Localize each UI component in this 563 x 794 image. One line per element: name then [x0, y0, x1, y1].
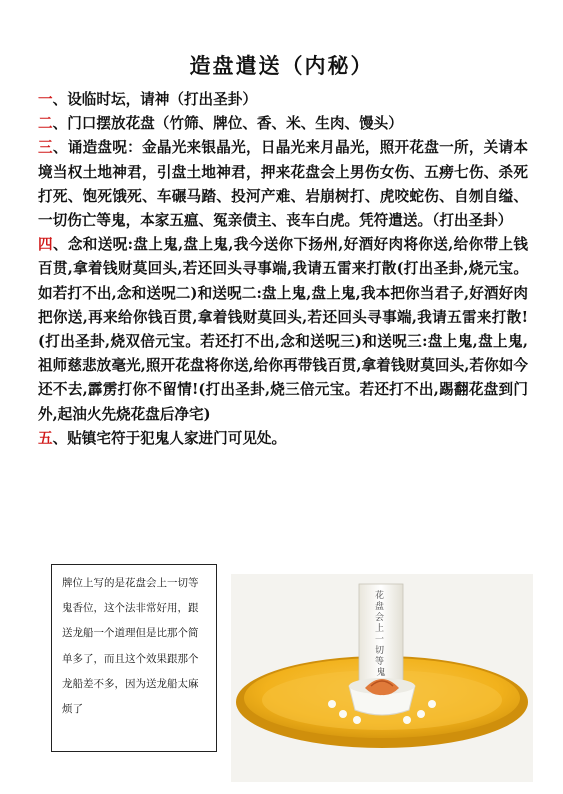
rice-ball: [353, 716, 361, 724]
note-box: 牌位上写的是花盘会上一切等鬼香位，这个法非常好用，跟送龙船一个道理但是比那个简单多了，而且这个效果跟那个龙船差不多，因为送龙船太麻烦了: [51, 564, 217, 752]
section-text: 、贴镇宅符于犯鬼人家进门可见处。: [52, 429, 287, 447]
rice-ball: [339, 710, 347, 718]
section-text: 、诵造盘呪：金晶光来银晶光，日晶光来月晶光，照开花盘一所，关请本境当权土地神君，引盘土地神君，押来花盘会上男伤女伤、五痨七伤、杀死打死、饱死饿死、车碾马踏、投河产难、岩崩树打、虎咬蛇伤、自刎自缢、一切伤亡等鬼，本家五瘟、冤亲债主、丧车白虎。凭符遣送。（打出圣卦）: [38, 139, 528, 230]
section-number: 四: [38, 236, 53, 254]
section-number: 一: [38, 91, 53, 108]
rice-ball: [428, 700, 436, 708]
rice-ball: [328, 700, 336, 708]
rice-ball: [417, 710, 425, 718]
section-text: 、设临时坛，请神（打出圣卦）: [52, 91, 257, 108]
section-4: [38, 233, 528, 427]
section-2: [38, 112, 528, 136]
section-3: [38, 136, 528, 233]
rice-ball: [403, 716, 411, 724]
page-title: 造盘遣送（内秘）: [189, 53, 374, 78]
body-text: [38, 88, 528, 451]
section-text: 、念和送呪:盘上鬼,盘上鬼,我今送你下扬州,好酒好肉将你送,给你带上钱百贯,拿着钱财莫回头,若还回头寻事端,我请五雷来打散(打出圣卦,烧元宝。如若打不出,念和送呪二)和送呪二:盘上鬼,盘上鬼,我本把你当君子,好酒好肉把你送,再来给你钱百贯,拿着钱财莫回头,若还回头寻事端,我请五雷来打散!(打出圣卦,烧双倍元宝。若还打不出,念和送呪三)和送呪三:盘上鬼,盘上鬼,祖师慈悲放毫光,照开花盘将你送,给你再带钱百贯,拿着钱财莫回头,若你如今还不去,霹雳打你不留情!(打出圣卦,烧三倍元宝。若还打不出,踢翻花盘到门外,起油火先烧花盘后净宅): [38, 236, 528, 423]
section-1: [38, 88, 528, 112]
section-number: 二: [38, 115, 53, 133]
section-5: [38, 427, 528, 451]
section-text: 、门口摆放花盘（竹筛、牌位、香、米、生肉、馒头）: [52, 115, 403, 133]
section-number: 三: [38, 139, 53, 157]
section-number: 五: [38, 429, 53, 447]
offering-plate-photo: [231, 574, 533, 782]
tablet-text: 花 盘 会 上 一 切 等 鬼: [375, 591, 386, 678]
